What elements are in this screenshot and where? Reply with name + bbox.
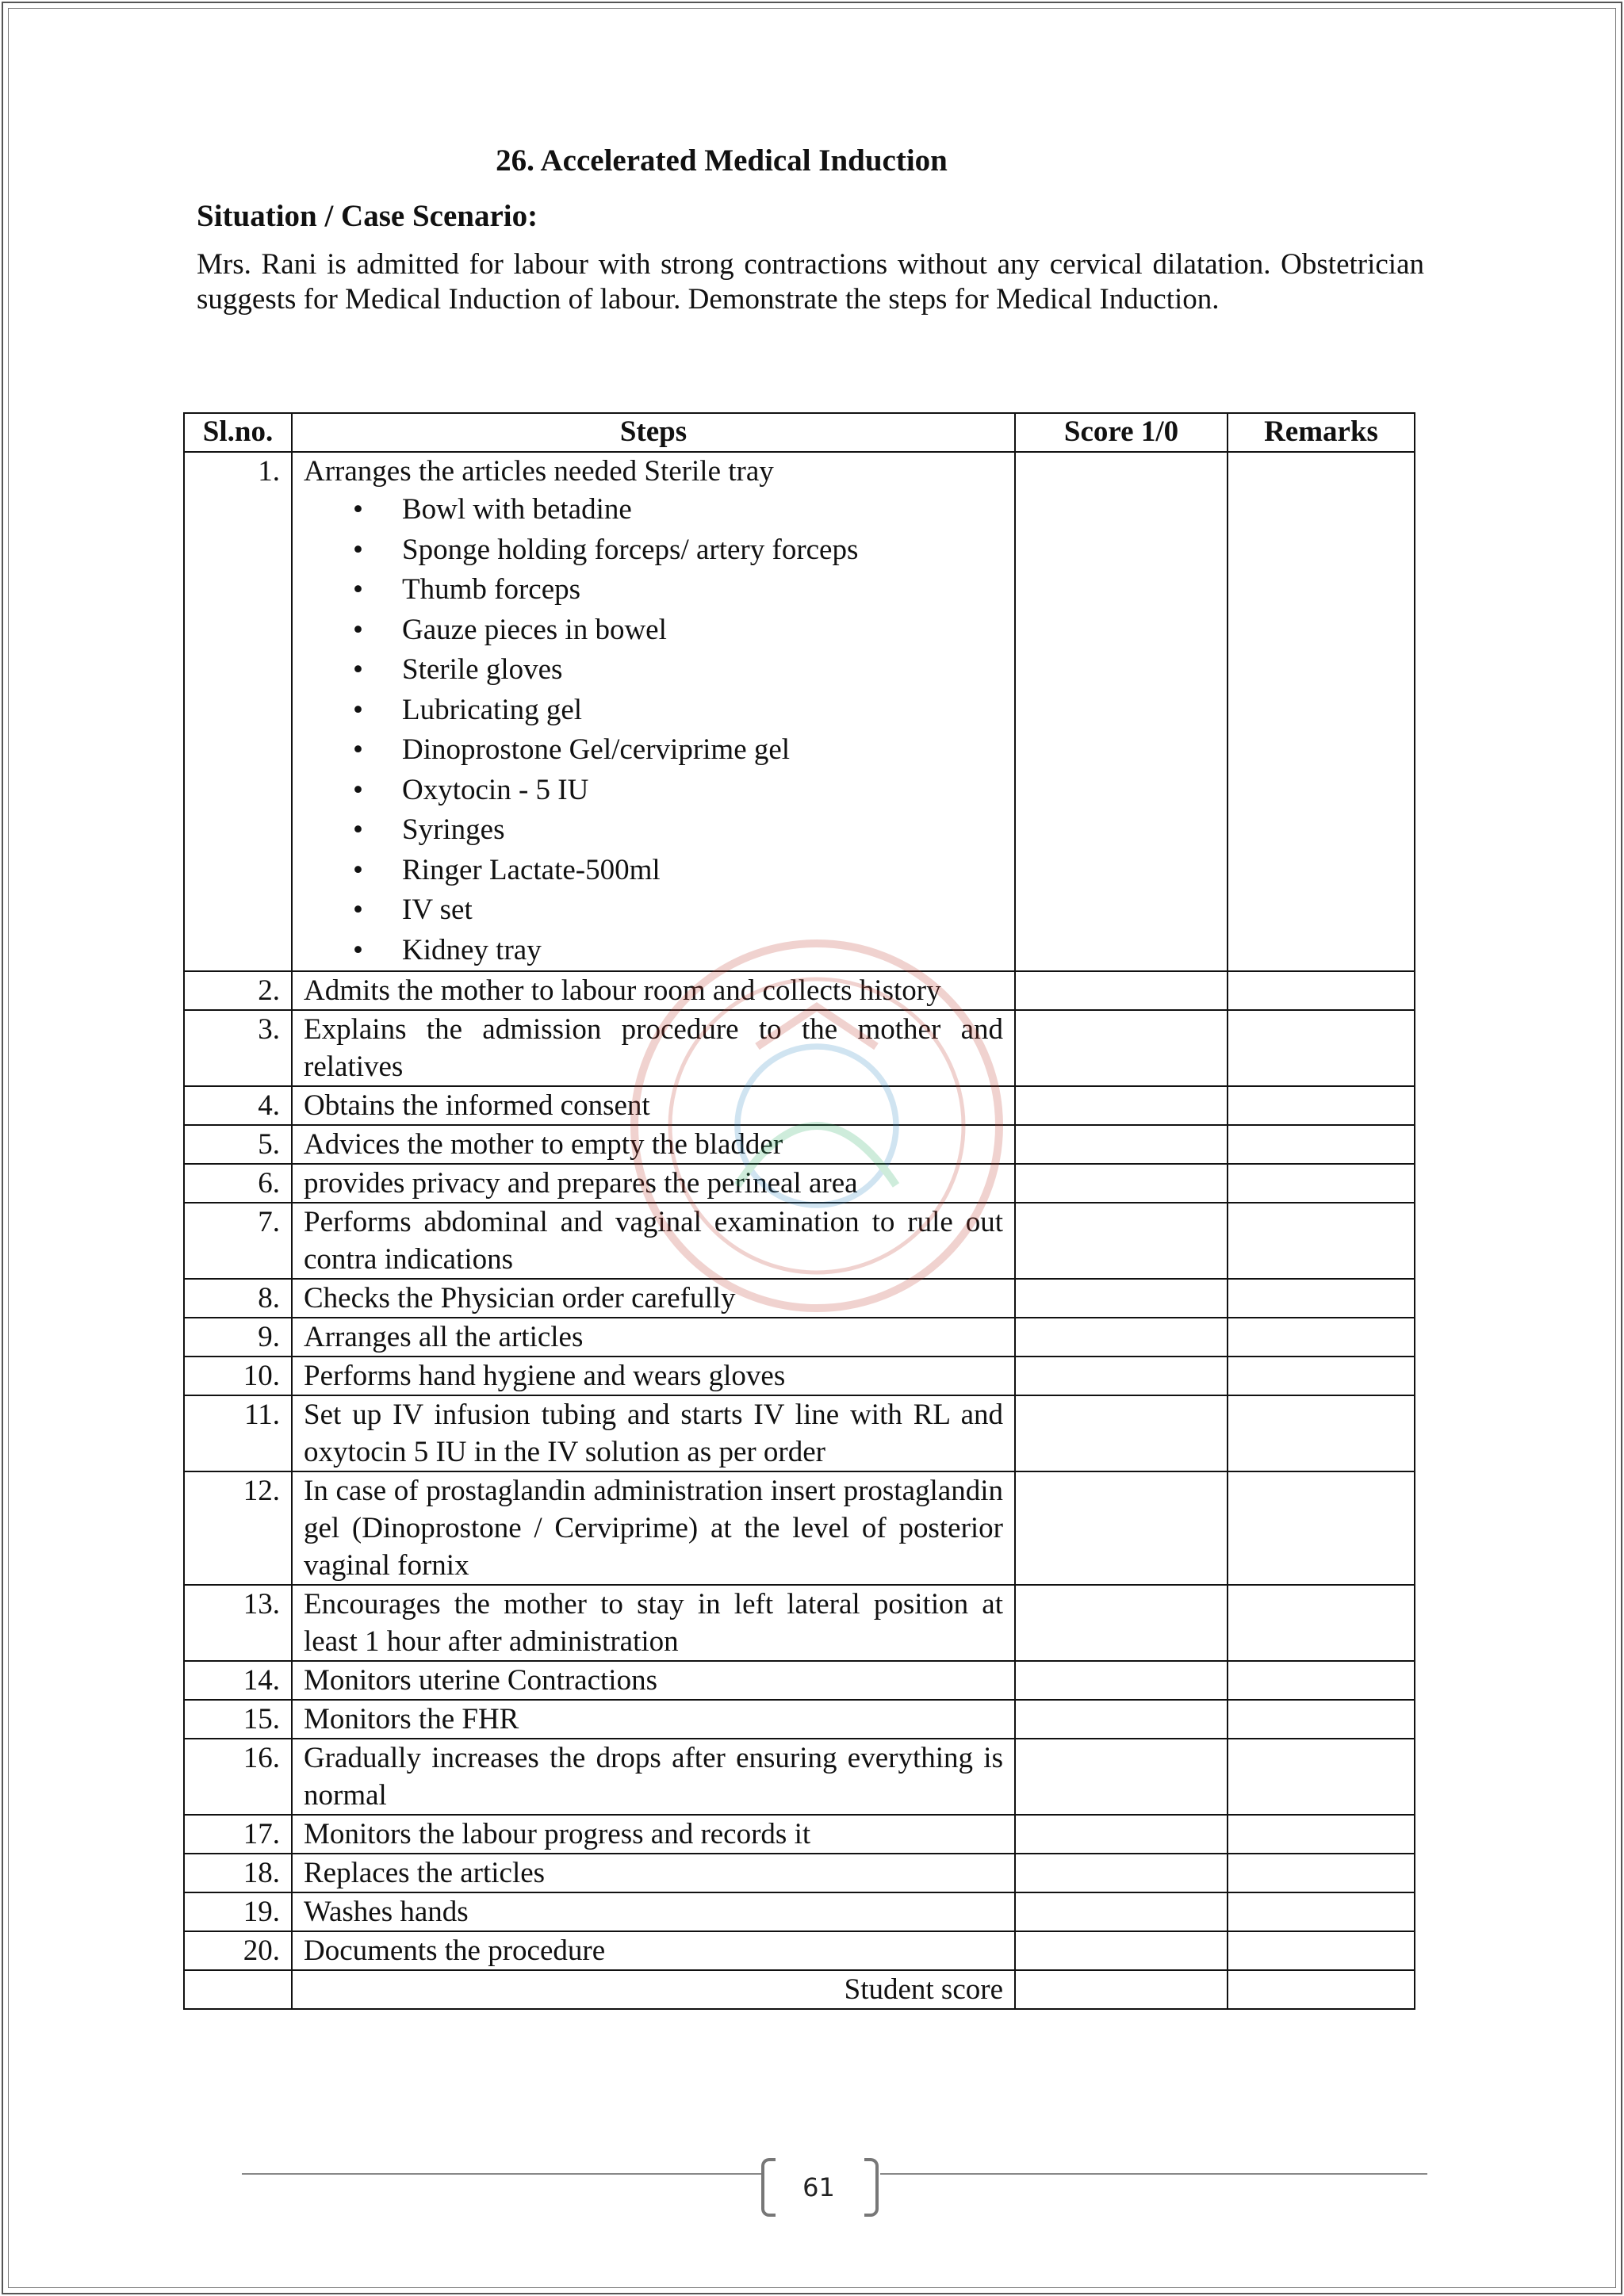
- remarks-cell[interactable]: [1228, 452, 1415, 971]
- page-number: 61: [802, 2172, 835, 2202]
- score-cell[interactable]: [1015, 1892, 1228, 1931]
- article-item: [304, 851, 1003, 891]
- step-number: 16.: [184, 1739, 292, 1815]
- bullet-icon: •: [353, 533, 363, 566]
- score-cell[interactable]: [1015, 1739, 1228, 1815]
- bullet-icon: •: [353, 693, 363, 726]
- student-score-label: Student score: [292, 1970, 1015, 2009]
- header-sl-no: Sl.no.: [184, 413, 292, 452]
- article-item: [304, 771, 1003, 811]
- step-number: 13.: [184, 1585, 292, 1661]
- score-cell[interactable]: [1015, 1164, 1228, 1203]
- score-cell[interactable]: [1015, 971, 1228, 1010]
- table-row: [184, 1892, 1415, 1931]
- remarks-cell[interactable]: [1228, 1010, 1415, 1086]
- total-score-cell[interactable]: [1015, 1970, 1228, 2009]
- article-label: Dinoprostone Gel/cerviprime gel: [402, 733, 791, 766]
- article-label: Lubricating gel: [402, 693, 583, 726]
- step-number: 1.: [184, 452, 292, 971]
- remarks-cell[interactable]: [1228, 1086, 1415, 1125]
- step-number: 8.: [184, 1279, 292, 1318]
- remarks-cell[interactable]: [1228, 1279, 1415, 1318]
- step-text: Performs hand hygiene and wears gloves: [292, 1357, 1015, 1395]
- article-item: [304, 530, 1003, 571]
- score-cell[interactable]: [1015, 1203, 1228, 1279]
- article-item: [304, 890, 1003, 931]
- bullet-icon: •: [353, 773, 363, 806]
- step-text: Checks the Physician order carefully: [292, 1279, 1015, 1318]
- score-cell[interactable]: [1015, 452, 1228, 971]
- article-label: Ringer Lactate-500ml: [402, 853, 661, 886]
- remarks-cell[interactable]: [1228, 1395, 1415, 1471]
- bullet-icon: •: [353, 613, 363, 646]
- step-text: Explains the admission procedure to the mother and relatives: [292, 1010, 1015, 1086]
- step-number: 2.: [184, 971, 292, 1010]
- table-row: [184, 1010, 1415, 1086]
- step-number: 20.: [184, 1931, 292, 1970]
- table-row: [184, 1815, 1415, 1854]
- step-text: Encourages the mother to stay in left lateral position at least 1 hour after administration: [292, 1585, 1015, 1661]
- table-row: [184, 971, 1415, 1010]
- table-row: [184, 1125, 1415, 1164]
- remarks-cell[interactable]: [1228, 1471, 1415, 1585]
- step-number: 5.: [184, 1125, 292, 1164]
- step-number: 11.: [184, 1395, 292, 1471]
- bullet-icon: •: [353, 733, 363, 766]
- table-row: [184, 1471, 1415, 1585]
- step-number: 7.: [184, 1203, 292, 1279]
- article-label: Syringes: [402, 813, 505, 846]
- remarks-cell[interactable]: [1228, 1357, 1415, 1395]
- remarks-cell[interactable]: [1228, 1854, 1415, 1892]
- footer-rule-right: [880, 2173, 1427, 2175]
- remarks-cell[interactable]: [1228, 1700, 1415, 1739]
- step-text: Gradually increases the drops after ensuring everything is normal: [292, 1739, 1015, 1815]
- article-label: Bowl with betadine: [402, 493, 632, 526]
- step-text: [292, 452, 1015, 971]
- remarks-cell[interactable]: [1228, 1318, 1415, 1357]
- step-number: 18.: [184, 1854, 292, 1892]
- step-text: Performs abdominal and vaginal examination to rule out contra indications: [292, 1203, 1015, 1279]
- situation-heading: Situation / Case Scenario:: [197, 199, 538, 233]
- step-text: Documents the procedure: [292, 1931, 1015, 1970]
- article-item: [304, 610, 1003, 651]
- table-row: [184, 1739, 1415, 1815]
- article-item: [304, 490, 1003, 530]
- step-number: 10.: [184, 1357, 292, 1395]
- bullet-icon: •: [353, 573, 363, 606]
- page-number-bracket-right: [864, 2158, 879, 2217]
- remarks-cell[interactable]: [1228, 1815, 1415, 1854]
- score-cell[interactable]: [1015, 1086, 1228, 1125]
- step-text: Arranges all the articles: [292, 1318, 1015, 1357]
- article-label: Kidney tray: [402, 933, 542, 966]
- remarks-cell[interactable]: [1228, 1125, 1415, 1164]
- articles-list: [304, 490, 1003, 970]
- step-text: Advices the mother to empty the bladder: [292, 1125, 1015, 1164]
- score-cell[interactable]: [1015, 1357, 1228, 1395]
- score-cell[interactable]: [1015, 1815, 1228, 1854]
- remarks-cell[interactable]: [1228, 1164, 1415, 1203]
- total-remarks-cell[interactable]: [1228, 1970, 1415, 2009]
- procedure-checklist-table: [183, 412, 1415, 2010]
- step-number: 15.: [184, 1700, 292, 1739]
- header-score: Score 1/0: [1015, 413, 1228, 452]
- remarks-cell[interactable]: [1228, 971, 1415, 1010]
- remarks-cell[interactable]: [1228, 1585, 1415, 1661]
- table-row: [184, 1395, 1415, 1471]
- table-row: [184, 452, 1415, 971]
- article-label: Thumb forceps: [402, 573, 581, 606]
- remarks-cell[interactable]: [1228, 1203, 1415, 1279]
- score-cell[interactable]: [1015, 1318, 1228, 1357]
- score-cell[interactable]: [1015, 1010, 1228, 1086]
- article-label: Oxytocin - 5 IU: [402, 773, 589, 806]
- step-number: 12.: [184, 1471, 292, 1585]
- case-scenario-text: Mrs. Rani is admitted for labour with strong contractions without any cervical dilatation. Obstetrician suggests for Medical Induction of labour. Demonstrate the steps for Medical Induction.: [197, 248, 1424, 316]
- step-text: Monitors uterine Contractions: [292, 1661, 1015, 1700]
- step-number: 6.: [184, 1164, 292, 1203]
- table-row: [184, 1164, 1415, 1203]
- table-row: [184, 1931, 1415, 1970]
- bullet-icon: •: [353, 813, 363, 846]
- empty-cell: [184, 1970, 292, 2009]
- article-label: Sponge holding forceps/ artery forceps: [402, 533, 859, 566]
- step-number: 4.: [184, 1086, 292, 1125]
- header-steps: Steps: [292, 413, 1015, 452]
- article-item: [304, 730, 1003, 771]
- step-number: 19.: [184, 1892, 292, 1931]
- table-row: [184, 1279, 1415, 1318]
- bullet-icon: •: [353, 894, 363, 926]
- document-title: 26. Accelerated Medical Induction: [496, 144, 948, 178]
- step-text: Washes hands: [292, 1892, 1015, 1931]
- score-cell[interactable]: [1015, 1395, 1228, 1471]
- score-cell[interactable]: [1015, 1279, 1228, 1318]
- table-row: [184, 1203, 1415, 1279]
- score-cell[interactable]: [1015, 1471, 1228, 1585]
- step-text: Obtains the informed consent: [292, 1086, 1015, 1125]
- table-row: [184, 1086, 1415, 1125]
- remarks-cell[interactable]: [1228, 1892, 1415, 1931]
- step-number: 3.: [184, 1010, 292, 1086]
- table-row: [184, 1661, 1415, 1700]
- step-text: Monitors the FHR: [292, 1700, 1015, 1739]
- table-header-row: [184, 413, 1415, 452]
- article-item: [304, 570, 1003, 610]
- score-cell[interactable]: [1015, 1125, 1228, 1164]
- step-text: Monitors the labour progress and records it: [292, 1815, 1015, 1854]
- header-remarks: Remarks: [1228, 413, 1415, 452]
- step-text: provides privacy and prepares the perineal area: [292, 1164, 1015, 1203]
- bullet-icon: •: [353, 493, 363, 526]
- step-text: Set up IV infusion tubing and starts IV line with RL and oxytocin 5 IU in the IV solution as per order: [292, 1395, 1015, 1471]
- score-cell[interactable]: [1015, 1854, 1228, 1892]
- student-score-row: [184, 1970, 1415, 2009]
- step-text-main: Arranges the articles needed Sterile tray: [304, 455, 774, 488]
- article-item: [304, 810, 1003, 851]
- score-cell[interactable]: [1015, 1931, 1228, 1970]
- article-label: IV set: [402, 894, 473, 926]
- table-row: [184, 1585, 1415, 1661]
- score-cell[interactable]: [1015, 1661, 1228, 1700]
- remarks-cell[interactable]: [1228, 1931, 1415, 1970]
- table-row: [184, 1318, 1415, 1357]
- article-item: [304, 691, 1003, 731]
- footer-rule-left: [242, 2173, 761, 2175]
- score-cell[interactable]: [1015, 1585, 1228, 1661]
- article-item: [304, 650, 1003, 691]
- step-text: In case of prostaglandin administration insert prostaglandin gel (Dinoprostone / Cerviprime) at the level of posterior vaginal fornix: [292, 1471, 1015, 1585]
- article-label: Sterile gloves: [402, 653, 563, 686]
- article-label: Gauze pieces in bowel: [402, 613, 667, 646]
- step-number: 14.: [184, 1661, 292, 1700]
- bullet-icon: •: [353, 933, 363, 966]
- step-text: Admits the mother to labour room and collects history: [292, 971, 1015, 1010]
- remarks-cell[interactable]: [1228, 1661, 1415, 1700]
- step-number: 9.: [184, 1318, 292, 1357]
- bullet-icon: •: [353, 653, 363, 686]
- table-row: [184, 1357, 1415, 1395]
- step-number: 17.: [184, 1815, 292, 1854]
- bullet-icon: •: [353, 853, 363, 886]
- article-item: [304, 931, 1003, 971]
- table-row: [184, 1854, 1415, 1892]
- step-text: Replaces the articles: [292, 1854, 1015, 1892]
- score-cell[interactable]: [1015, 1700, 1228, 1739]
- table-row: [184, 1700, 1415, 1739]
- remarks-cell[interactable]: [1228, 1739, 1415, 1815]
